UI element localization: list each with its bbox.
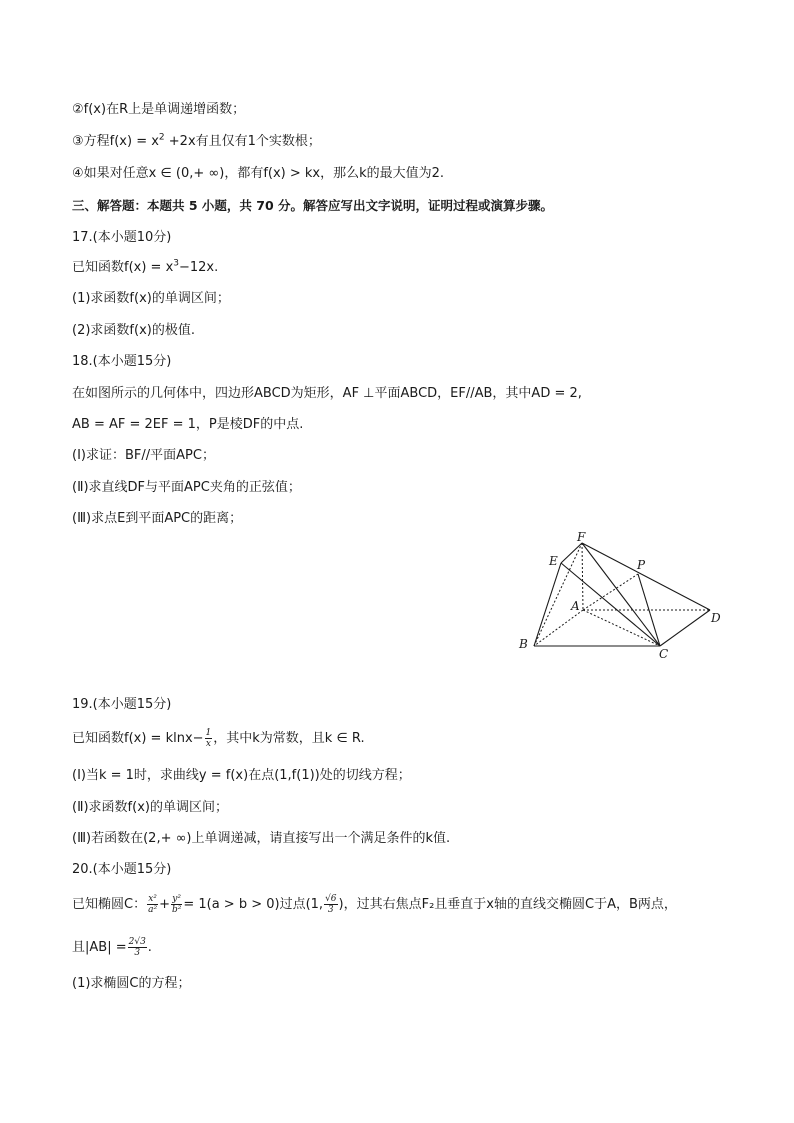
question-20-header: 20.(本小题15分) [72, 862, 172, 877]
fraction-1-over-x: $\frac{1}{x}$ [205, 728, 212, 749]
question-17-part-2: (2)求函数f(x)的极值. [72, 323, 195, 338]
question-17-header: 17.(本小题10分) [72, 230, 172, 245]
edge-AC [583, 610, 660, 646]
statement-4: ④如果对任意x ∈ (0,+ ∞)，都有f(x) > kx，那么k的最大值为2. [72, 166, 445, 181]
label-E: E [549, 554, 558, 568]
fraction-root6-over-3: $\frac{√6}{3}$ [325, 894, 337, 915]
question-19-header: 19.(本小题15分) [72, 697, 172, 712]
question-19-part-2: (Ⅱ)求函数f(x)的单调区间； [72, 800, 228, 815]
question-18-stem-2: AB = AF = 2EF = 1，P是棱DF的中点. [72, 417, 304, 432]
statement-3: ③方程$f(x) = x^2 +2x$有且仅有1个实数根； [72, 132, 321, 149]
question-19-stem: 已知函数f(x) = klnx− $\frac{1}{x}$ ，其中k为常数，且k ∈ R. [72, 728, 365, 749]
question-18-header: 18.(本小题15分) [72, 354, 172, 369]
edge-AB [534, 610, 583, 646]
label-F: F [577, 530, 586, 544]
geometry-figure [510, 525, 740, 665]
edge-EF [561, 543, 582, 563]
fraction-2root3-over-3: $\frac{2√3}{3}$ [128, 937, 146, 958]
label-C: C [659, 647, 669, 661]
question-18-part-2: (Ⅱ)求直线DF与平面APC夹角的正弦值； [72, 480, 301, 495]
question-18-stem-1: 在如图所示的几何体中，四边形ABCD为矩形，AF ⊥平面ABCD，EF//AB，其中AD = 2, [72, 386, 582, 401]
edge-EB [534, 563, 561, 646]
question-20-part-1: (1)求椭圆C的方程； [72, 976, 191, 991]
statement-2: ②f(x)在R上是单调递增函数； [72, 102, 246, 117]
question-20-stem-1: 已知椭圆C： $\frac{\text{x²}}{\text{a²}}$ + $\frac{\text{y²}}{\text{b²}}$ = 1(a > b > 0)过点(1, $\frac{√6}{3}$ )，过其右焦点F₂且垂直于x轴的直线交椭圆C于A，B两点， [72, 894, 677, 915]
edge-BF [534, 543, 582, 646]
question-20-stem-2: 且|AB| = $\frac{2√3}{3}$ . [72, 937, 152, 958]
question-17-part-1: (1)求函数f(x)的单调区间； [72, 291, 230, 306]
label-D: D [711, 611, 721, 625]
label-P: P [637, 558, 646, 572]
question-17-stem: 已知函数$f(x) = x^3-12x$. [72, 258, 219, 275]
edge-CD [660, 610, 710, 646]
edge-AF [582, 543, 583, 610]
fraction-x2-over-a2: $\frac{\text{x²}}{\text{a²}}$ [148, 894, 158, 915]
question-18-part-1: (Ⅰ)求证：BF//平面APC； [72, 448, 215, 463]
section-heading: 三、解答题：本题共 5 小题，共 70 分。解答应写出文字说明，证明过程或演算步骤。 [72, 198, 554, 213]
fraction-y2-over-b2: $\frac{\text{y²}}{\text{b²}}$ [171, 894, 182, 915]
label-B: B [519, 637, 528, 651]
question-19-part-3: (Ⅲ)若函数在(2,+ ∞)上单调递减，请直接写出一个满足条件的k值. [72, 831, 451, 846]
question-18-part-3: (Ⅲ)求点E到平面APC的距离； [72, 511, 243, 526]
question-19-part-1: (Ⅰ)当k = 1时，求曲线y = f(x)在点(1,f(1))处的切线方程； [72, 768, 411, 783]
edge-FC [582, 543, 660, 646]
label-A: A [571, 599, 580, 613]
